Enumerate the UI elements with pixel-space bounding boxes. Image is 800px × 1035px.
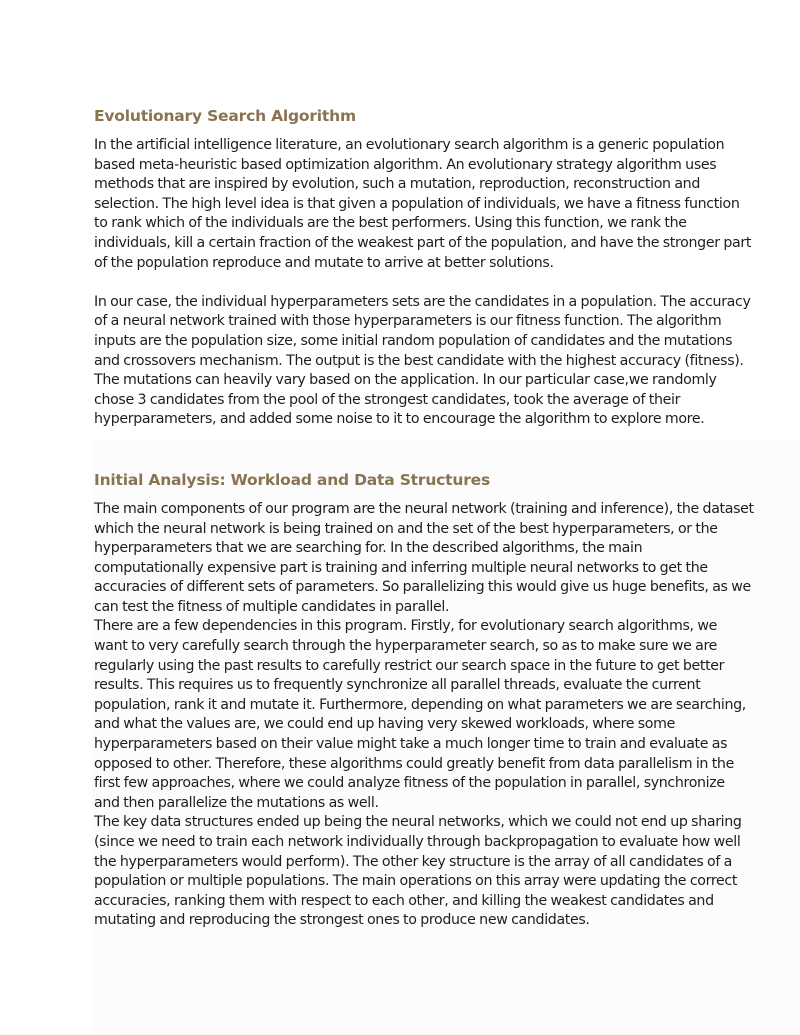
section-evolutionary-search xyxy=(94,104,754,430)
paragraph: There are a few dependencies in this program. Firstly, for evolutionary search algorithms, we want to very carefully search through the hyperparameter search, so as to make sure we are regularly using the past results to carefully restrict our search space in the future to get better results. This requires us to frequently synchronize all parallel threads, evaluate the current population, rank it and mutate it. Furthermore, depending on what parameters we are searching, and what the values are, we could end up having very skewed workloads, where some hyperparameters based on their value might take a much longer time to train and evaluate as opposed to other. Therefore, these algorithms could greatly benefit from data parallelism in the first few approaches, where we could analyze fitness of the population in parallel, synchronize and then parallelize the mutations as well. xyxy=(94,618,746,811)
paragraph: The main components of our program are the neural network (training and inference), the dataset which the neural network is being trained on and the set of the best hyperparameters, or the hyperparameters that we are searching for. In the described algorithms, the main computationally expensive part is training and inferring multiple neural networks to get the accuracies of different sets of parameters. So parallelizing this would give us huge benefits, as we can test the fitness of multiple candidates in parallel. xyxy=(94,500,754,615)
paragraph-spacer xyxy=(94,273,754,293)
section-initial-analysis xyxy=(94,468,754,931)
paragraph: In our case, the individual hyperparameters sets are the candidates in a population. The accuracy of a neural network trained with those hyperparameters is our fitness function. The algorithm inputs are the population size, some initial random population of candidates and the mutations and crossovers mechanism. The output is the best candidate with the highest accuracy (fitness). The mutations can heavily vary based on the application. In our particular case,we randomly chose 3 candidates from the pool of the strongest candidates, took the average of their hyperparameters, and added some noise to it to encourage the algorithm to explore more. xyxy=(94,293,751,428)
paragraph: The key data structures ended up being the neural networks, which we could not end up sharing (since we need to train each network individually through backpropagation to evaluate how well the hyperparameters would perform). The other key structure is the array of all candidates of a population or multiple populations. The main operations on this array were updating the correct accuracies, ranking them with respect to each other, and killing the weakest candidates and mutating and reproducing the strongest ones to produce new candidates. xyxy=(94,814,742,929)
document-page xyxy=(94,104,754,931)
section-heading: Evolutionary Search Algorithm xyxy=(94,107,356,125)
section-heading: Initial Analysis: Workload and Data Structures xyxy=(94,470,490,489)
background-panel-lower xyxy=(120,940,800,1035)
paragraph: In the artificial intelligence literature, an evolutionary search algorithm is a generic population based meta-heuristic based optimization algorithm. An evolutionary strategy algorithm uses methods that are inspired by evolution, such a mutation, reproduction, reconstruction and selection. The high level idea is that given a population of individuals, we have a fitness function to rank which of the individuals are the best performers. Using this function, we rank the individuals, kill a certain fraction of the weakest part of the population, and have the stronger part of the population reproduce and mutate to arrive at better solutions. xyxy=(94,137,752,271)
